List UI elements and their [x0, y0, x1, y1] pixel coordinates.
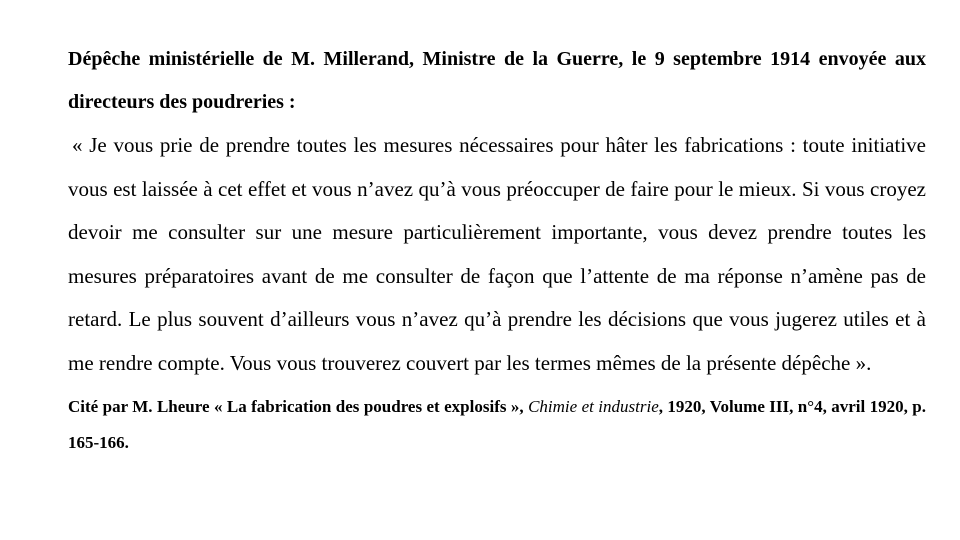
citation: [68, 389, 926, 461]
citation-journal-title: Chimie et industrie: [528, 397, 659, 416]
citation-prefix: Cité par M. Lheure « La fabrication des poudres et explosifs »,: [68, 397, 529, 416]
citation-suffix: , 1920, Volume III, n°4, avril 1920, p. 165-166.: [68, 397, 927, 452]
document-page: [68, 38, 926, 461]
quote-paragraph: « Je vous prie de prendre toutes les mesures nécessaires pour hâter les fabrications : toute initiative vous est laissée à cet effet et vous n’avez qu’à vous préoccuper de faire pour le mieux. Si vous croyez devoir me consulter sur une mesure particulièrement importante, vous devez prendre toutes les mesures préparatoires avant de me consulter de façon que l’attente de ma réponse n’amène pas de retard. Le plus souvent d’ailleurs vous n’avez qu’à prendre les décisions que vous jugerez utiles et à me rendre compte. Vous vous trouverez couvert par les termes mêmes de la présente dépêche ».: [68, 133, 926, 375]
document-heading: Dépêche ministérielle de M. Millerand, Ministre de la Guerre, le 9 septembre 1914 envoyée aux directeurs des poudreries :: [68, 48, 926, 113]
